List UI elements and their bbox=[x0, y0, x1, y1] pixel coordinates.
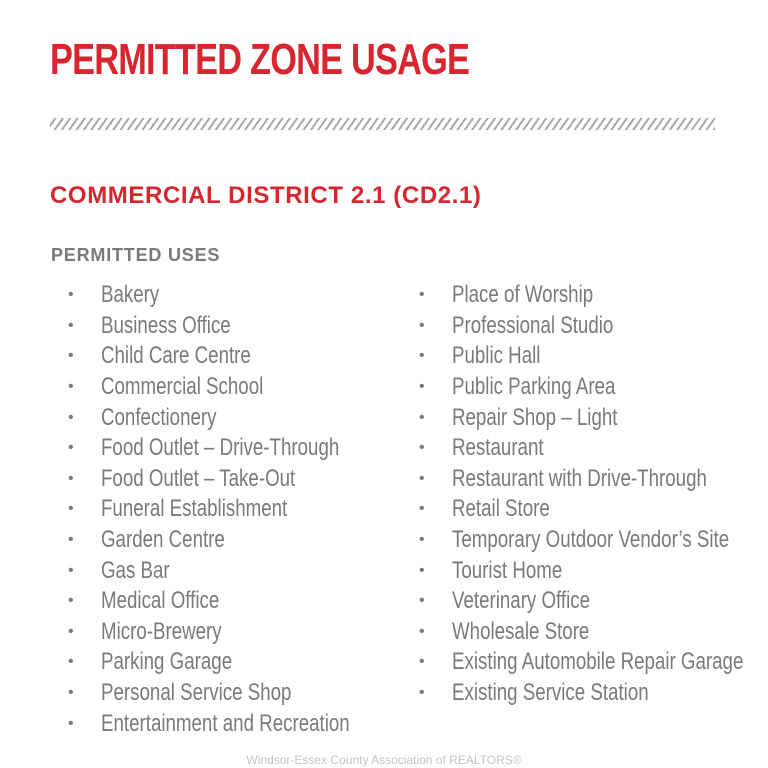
list-item bbox=[419, 402, 768, 433]
use-label: Garden Centre bbox=[101, 526, 225, 554]
bullet-icon: • bbox=[68, 592, 74, 610]
list-item bbox=[419, 311, 768, 342]
uses-list-left bbox=[68, 280, 420, 739]
bullet-icon: • bbox=[419, 316, 425, 334]
list-item bbox=[419, 372, 768, 403]
use-label: Public Parking Area bbox=[452, 373, 616, 401]
use-label: Wholesale Store bbox=[452, 617, 590, 645]
bullet-icon: • bbox=[68, 347, 74, 365]
list-item bbox=[68, 525, 420, 556]
list-item bbox=[419, 494, 768, 525]
use-label: Restaurant with Drive-Through bbox=[452, 464, 707, 492]
bullet-icon: • bbox=[419, 286, 425, 304]
use-label: Commercial School bbox=[101, 373, 264, 401]
bullet-icon: • bbox=[68, 714, 74, 732]
use-label: Gas Bar bbox=[101, 556, 170, 584]
list-item bbox=[419, 433, 768, 464]
bullet-icon: • bbox=[419, 378, 425, 396]
list-item bbox=[68, 708, 420, 739]
uses-list-right bbox=[419, 280, 768, 708]
bullet-icon: • bbox=[419, 347, 425, 365]
bullet-icon: • bbox=[68, 500, 74, 518]
permitted-uses-label: PERMITTED USES bbox=[51, 245, 221, 265]
list-item bbox=[419, 647, 768, 678]
bullet-icon: • bbox=[68, 408, 74, 426]
use-label: Professional Studio bbox=[452, 311, 614, 339]
use-label: Existing Service Station bbox=[452, 679, 649, 707]
list-item bbox=[68, 555, 420, 586]
use-label: Food Outlet – Drive-Through bbox=[101, 434, 340, 462]
list-item bbox=[419, 341, 768, 372]
use-label: Existing Automobile Repair Garage bbox=[452, 648, 744, 676]
bullet-icon: • bbox=[419, 469, 425, 487]
use-label: Public Hall bbox=[452, 342, 541, 370]
bullet-icon: • bbox=[419, 622, 425, 640]
use-label: Parking Garage bbox=[101, 648, 233, 676]
use-label: Temporary Outdoor Vendor’s Site bbox=[452, 526, 730, 554]
bullet-icon: • bbox=[68, 378, 74, 396]
list-item bbox=[68, 372, 420, 403]
list-item bbox=[419, 464, 768, 495]
list-item bbox=[419, 586, 768, 617]
use-label: Micro-Brewery bbox=[101, 617, 222, 645]
list-item bbox=[68, 586, 420, 617]
list-item bbox=[68, 341, 420, 372]
bullet-icon: • bbox=[419, 653, 425, 671]
use-label: Funeral Establishment bbox=[101, 495, 288, 523]
use-label: Personal Service Shop bbox=[101, 679, 292, 707]
list-item bbox=[68, 678, 420, 709]
bullet-icon: • bbox=[419, 500, 425, 518]
use-label: Tourist Home bbox=[452, 556, 563, 584]
list-item bbox=[68, 617, 420, 648]
bullet-icon: • bbox=[68, 653, 74, 671]
footer-credit: Windsor-Essex County Association of REALTORS® bbox=[246, 753, 522, 767]
list-item bbox=[419, 555, 768, 586]
list-item bbox=[419, 678, 768, 709]
district-heading: COMMERCIAL DISTRICT 2.1 (CD2.1) bbox=[50, 182, 482, 209]
use-label: Place of Worship bbox=[452, 281, 594, 309]
bullet-icon: • bbox=[68, 286, 74, 304]
bullet-icon: • bbox=[419, 684, 425, 702]
bullet-icon: • bbox=[419, 439, 425, 457]
bullet-icon: • bbox=[68, 561, 74, 579]
use-label: Medical Office bbox=[101, 587, 220, 615]
hatched-divider bbox=[50, 118, 715, 130]
use-label: Food Outlet – Take-Out bbox=[101, 464, 296, 492]
use-label: Repair Shop – Light bbox=[452, 403, 618, 431]
list-item bbox=[419, 280, 768, 311]
bullet-icon: • bbox=[68, 439, 74, 457]
bullet-icon: • bbox=[419, 561, 425, 579]
list-item bbox=[68, 280, 420, 311]
bullet-icon: • bbox=[419, 531, 425, 549]
use-label: Child Care Centre bbox=[101, 342, 251, 370]
use-label: Bakery bbox=[101, 281, 160, 309]
bullet-icon: • bbox=[419, 592, 425, 610]
bullet-icon: • bbox=[68, 469, 74, 487]
list-item bbox=[68, 494, 420, 525]
use-label: Confectionery bbox=[101, 403, 217, 431]
use-label: Retail Store bbox=[452, 495, 550, 523]
list-item bbox=[68, 433, 420, 464]
bullet-icon: • bbox=[68, 316, 74, 334]
bullet-icon: • bbox=[68, 684, 74, 702]
list-item bbox=[68, 647, 420, 678]
list-item bbox=[68, 464, 420, 495]
use-label: Restaurant bbox=[452, 434, 544, 462]
list-item bbox=[419, 525, 768, 556]
list-item bbox=[419, 617, 768, 648]
bullet-icon: • bbox=[68, 622, 74, 640]
list-item bbox=[68, 402, 420, 433]
bullet-icon: • bbox=[419, 408, 425, 426]
list-item bbox=[68, 311, 420, 342]
bullet-icon: • bbox=[68, 531, 74, 549]
use-label: Business Office bbox=[101, 311, 231, 339]
use-label: Entertainment and Recreation bbox=[101, 709, 350, 737]
use-label: Veterinary Office bbox=[452, 587, 591, 615]
page-title: PERMITTED ZONE USAGE bbox=[50, 35, 470, 84]
